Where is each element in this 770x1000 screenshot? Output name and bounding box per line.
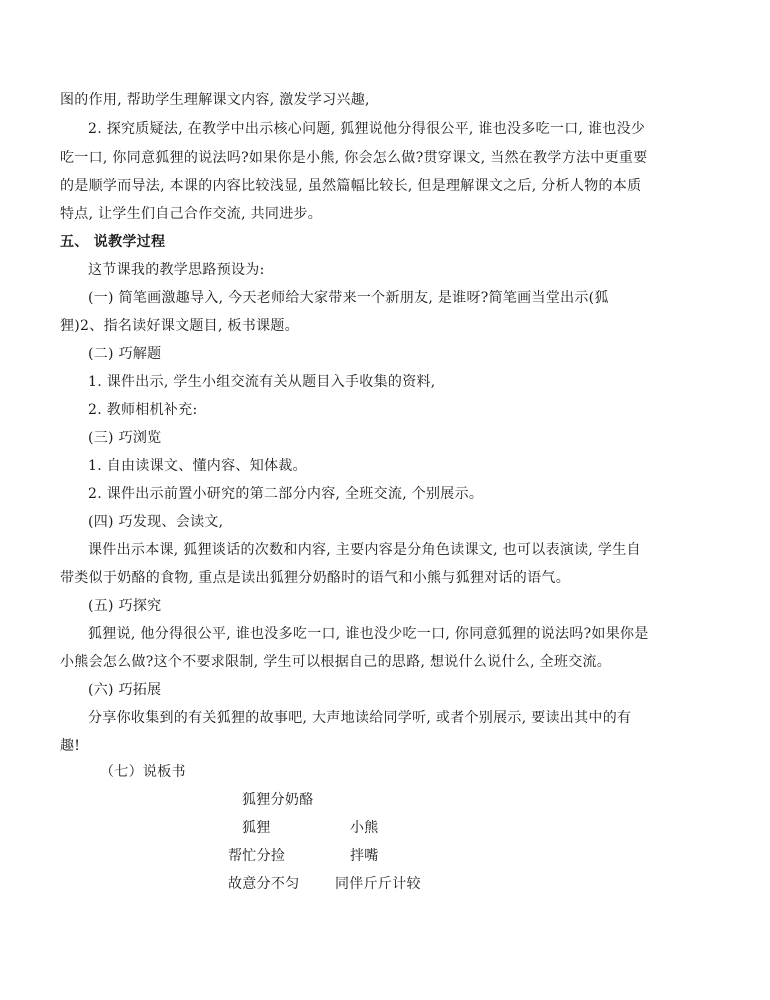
subsection-title: (三) 巧浏览 — [88, 430, 162, 446]
board-title: 狐狸分奶酪 — [242, 792, 314, 808]
paragraph-line: 小熊会怎么做?这个不要求限制, 学生可以根据自己的思路, 想说什么说什么, 全班交流。 — [60, 654, 612, 670]
list-item: 2. 课件出示前置小研究的第二部分内容, 全班交流, 个别展示。 — [88, 486, 484, 502]
board-left-item: 帮忙分捡 — [228, 848, 286, 864]
paragraph-line: 2. 探究质疑法, 在教学中出示核心问题, 狐狸说他分得很公平, 谁也没多吃一口, 谁也没少 — [88, 121, 646, 137]
board-right-header: 小熊 — [350, 820, 379, 836]
paragraph-line: 带类似于奶酪的食物, 重点是读出狐狸分奶酪时的语气和小熊与狐狸对话的语气。 — [60, 570, 570, 586]
paragraph-line: 趣! — [60, 738, 81, 754]
subsection-title: （七）说板书 — [100, 764, 186, 780]
board-left-item: 故意分不匀 — [228, 876, 300, 892]
paragraph-line: 狐狸说, 他分得很公平, 谁也没多吃一口, 谁也没少吃一口, 你同意狐狸的说法吗?如果你是 — [88, 626, 649, 642]
paragraph-line: 课件出示本课, 狐狸谈话的次数和内容, 主要内容是分角色读课文, 也可以表演读, 学生自 — [88, 542, 641, 558]
subsection-title: (四) 巧发现、会读文, — [88, 514, 224, 530]
paragraph-line: (一) 简笔画激趣导入, 今天老师给大家带来一个新朋友, 是谁呀?简笔画当堂出示(狐 — [88, 290, 609, 306]
subsection-title: (六) 巧拓展 — [88, 682, 162, 698]
subsection-title: (二) 巧解题 — [88, 346, 162, 362]
paragraph-line: 特点, 让学生们自己合作交流, 共同进步。 — [60, 206, 323, 222]
section-heading: 五、 说教学过程 — [60, 234, 166, 250]
paragraph-line: 狸)2、指名读好课文题目, 板书课题。 — [60, 318, 299, 334]
board-left-header: 狐狸 — [242, 820, 271, 836]
subsection-title: (五) 巧探究 — [88, 598, 162, 614]
list-item: 1. 课件出示, 学生小组交流有关从题目入手收集的资料, — [88, 374, 436, 390]
paragraph-line: 分享你收集到的有关狐狸的故事吧, 大声地读给同学听, 或者个别展示, 要读出其中的有 — [88, 710, 632, 726]
paragraph-line: 图的作用, 帮助学生理解课文内容, 激发学习兴趣, — [60, 92, 370, 108]
list-item: 1. 自由读课文、懂内容、知体裁。 — [88, 458, 307, 474]
board-right-item: 拌嘴 — [350, 848, 379, 864]
paragraph-line: 这节课我的教学思路预设为: — [88, 262, 265, 278]
paragraph-line: 吃一口, 你同意狐狸的说法吗?如果你是小熊, 你会怎么做?贯穿课文, 当然在教学方法中更重要 — [60, 150, 648, 166]
list-item: 2. 教师相机补充: — [88, 402, 198, 418]
paragraph-line: 的是顺学而导法, 本课的内容比较浅显, 虽然篇幅比较长, 但是理解课文之后, 分析人物的本质 — [60, 178, 642, 194]
board-right-item: 同伴斤斤计较 — [335, 876, 421, 892]
